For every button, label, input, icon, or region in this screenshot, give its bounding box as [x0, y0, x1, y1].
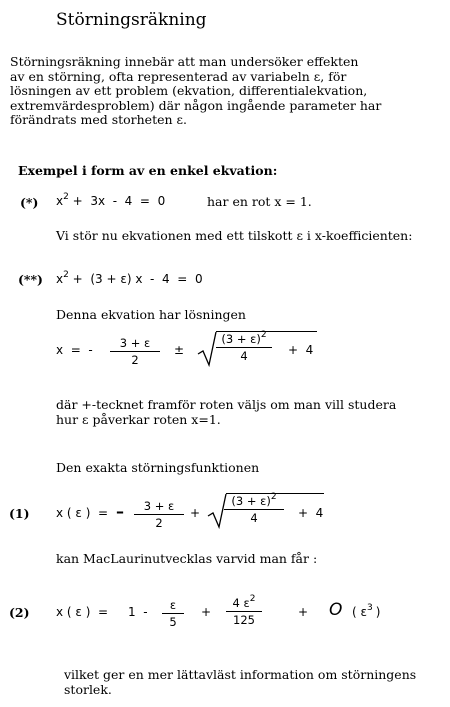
eq-dstar-label: (**) — [18, 272, 43, 287]
maclaurin-text: kan MacLaurinutvecklas varvid man får : — [56, 551, 318, 566]
eq2-fraction-1: ε 5 — [162, 598, 184, 629]
root-tail: + 4 — [288, 343, 314, 357]
eq1-fraction: 3 + ε 2 — [134, 499, 184, 530]
eq2-one-minus: 1 - — [128, 605, 148, 619]
big-o-argument: ( $\varepsilon^3$ ) — [352, 603, 381, 619]
eq2-plus-1: + — [201, 605, 212, 619]
intro-line: extremvärdesproblem) där någon ingående parameter har — [10, 97, 382, 113]
eq-star-note: har en rot x = 1. — [207, 194, 312, 209]
eq-star-equation: $x^2 + 3x - 4 = 0$ — [56, 192, 166, 208]
solution-text: Denna ekvation har lösningen — [56, 307, 246, 322]
eq1-label: (1) — [9, 506, 30, 521]
intro-line: lösningen av ett problem (ekvation, differentialekvation, — [10, 83, 368, 98]
root-fraction: $(3 + \varepsilon)^2$ 4 — [216, 332, 272, 363]
plus-minus: ± — [174, 343, 185, 357]
eq2-fraction-2: 4 $\varepsilon^2$ 125 — [226, 596, 262, 627]
eq2-label: (2) — [9, 605, 30, 620]
sign-paragraph: där +-tecknet framför roten väljs om man vill studera hur ε påverkar roten x=1. — [56, 397, 397, 427]
eq1-minus: – — [116, 502, 124, 521]
intro-line: förändrats med storheten ε. — [10, 112, 187, 127]
eq1-root-fraction: $(3 + \varepsilon)^2$ 4 — [224, 494, 284, 525]
eq2-lhs: x ( ε ) = — [56, 605, 109, 619]
perturb-text: Vi stör nu ekvationen med ett tilskott ε i x-koefficienten: — [56, 228, 413, 243]
conclusion-paragraph: vilket ger en mer lättavläst information om störningens storlek. — [64, 667, 417, 697]
solution-fraction: 3 + ε 2 — [110, 336, 160, 367]
eq1-lhs: x ( ε ) = — [56, 506, 109, 520]
solution-lhs: x = - — [56, 343, 93, 357]
intro-line: av en störning, ofta representerad av variabeln ε, för — [10, 68, 347, 84]
eq1-root-tail: + 4 — [298, 506, 324, 520]
example-heading: Exempel i form av en enkel ekvation: — [18, 163, 278, 178]
eq-dstar-equation: $x^2 + (3 + \varepsilon)$ x - 4 = 0 — [56, 270, 203, 286]
intro-paragraph — [10, 55, 381, 128]
eq1-plus: + — [190, 506, 201, 520]
intro-line: Störningsräkning innebär att man undersöker effekten — [10, 54, 359, 69]
sqrt-symbol — [196, 330, 218, 368]
eq2-plus-2: + — [298, 605, 309, 619]
big-o-symbol: O — [329, 600, 343, 620]
exact-text: Den exakta störningsfunktionen — [56, 460, 260, 475]
page-title: Störningsräkning — [56, 10, 207, 30]
eq-star-label: (*) — [20, 195, 39, 210]
